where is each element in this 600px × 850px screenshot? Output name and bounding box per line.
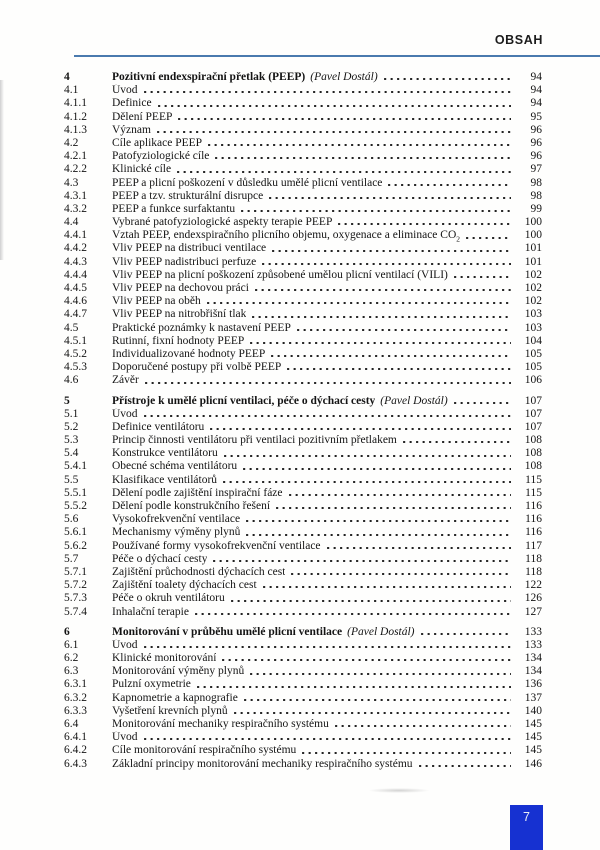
entry-dot-leader [466,237,511,239]
entry-dot-leader [335,725,511,727]
entry-title: PEEP a tzv. strukturální disrupce [112,189,264,202]
toc-entry [64,203,542,216]
entry-title: Obecné schéma ventilátoru [112,460,238,473]
entry-number: 4.1 [64,84,79,97]
entry-dot-leader [327,547,511,549]
entry-title: Cíle monitorování respiračního systému [112,744,297,757]
entry-number: 5.7.3 [64,592,87,605]
toc-section [64,626,542,771]
entry-title: Přístroje k umělé plicní ventilaci, péče o dýchací cesty [112,394,376,407]
entry-page: 106 [524,374,542,387]
toc-entry [64,269,542,282]
entry-number: 4.2.1 [64,150,87,163]
entry-dot-leader [250,342,511,344]
toc-entry [64,190,542,203]
entry-number: 4.3.1 [64,189,87,202]
entry-page: 98 [530,176,542,189]
toc-entry [64,678,542,691]
entry-dot-leader [197,686,511,688]
toc-entry [64,566,542,579]
entry-title: Používané formy vysokofrekvenční ventilace [112,539,321,552]
entry-dot-leader [384,78,511,80]
toc-section [64,395,542,619]
entry-page: 99 [530,202,542,215]
page-number-box [510,805,543,850]
entry-dot-leader [419,765,511,767]
entry-title: Význam [112,123,151,136]
entry-title: Definice [112,97,152,110]
scan-edge-artifact [0,80,4,260]
entry-author: (Pavel Dostál) [310,71,378,83]
entry-dot-leader [271,355,511,357]
entry-dot-leader [388,184,511,186]
toc-entry [64,97,542,110]
entry-page: 102 [524,295,542,308]
entry-number: 6.1 [64,638,79,651]
entry-number: 5.6 [64,513,79,526]
entry-page: 104 [524,334,542,347]
entry-page: 96 [530,123,542,136]
entry-title: Klinické cíle [112,163,172,176]
entry-title: Patofyziologické cíle [112,150,210,163]
entry-number: 5 [64,394,70,407]
toc-entry [64,395,542,408]
entry-number: 6.3.2 [64,691,87,704]
page-header-title: OBSAH [494,33,543,47]
entry-page: 122 [524,579,542,592]
entry-page: 96 [530,136,542,149]
entry-title: Kapnometrie a kapnografie [112,691,238,704]
entry-number: 5.6.1 [64,526,87,539]
toc-entry [64,434,542,447]
entry-dot-leader [272,250,511,252]
entry-dot-leader [276,507,511,509]
entry-title: Doporučené postupy při volbě PEEP [112,361,282,374]
toc-entry [64,500,542,513]
entry-number: 6 [64,625,70,638]
toc-entry [64,652,542,665]
entry-dot-leader [287,368,511,370]
entry-page: 117 [525,539,542,552]
entry-dot-leader [297,329,511,331]
entry-number: 4.3.2 [64,202,87,215]
toc [64,71,542,771]
entry-dot-leader [177,171,511,173]
toc-entry [64,137,542,150]
entry-title: Vyšetření krevních plynů [112,704,228,717]
entry-number: 4.1.3 [64,123,87,136]
entry-page: 101 [524,242,542,255]
entry-page: 96 [530,150,542,163]
entry-author: (Pavel Dostál) [380,394,448,407]
toc-entry [64,242,542,255]
entry-title: Úvod [112,731,138,744]
toc-entry [64,526,542,539]
entry-page: 108 [524,447,542,460]
entry-dot-leader [195,613,511,615]
entry-page: 140 [524,704,542,717]
entry-title: Péče o dýchací cesty [112,552,208,565]
entry-dot-leader [262,263,511,265]
toc-entry [64,348,542,361]
entry-page: 133 [524,638,542,651]
entry-number: 6.4.3 [64,757,87,770]
entry-number: 5.5.2 [64,500,87,512]
entry-title: Vliv PEEP nadistribuci perfuze [112,255,257,268]
entry-dot-leader [215,157,511,159]
entry-number: 4.2 [64,136,79,149]
entry-dot-leader [243,468,511,470]
entry-title: Princip činnosti ventilátoru při ventilaci pozitivním přetlakem [112,434,397,447]
page-number: 7 [523,810,530,824]
entry-dot-leader [231,600,511,602]
entry-page: 126 [524,592,542,605]
entry-title: Péče o okruh ventilátoru [112,592,225,605]
entry-title: Vztah PEEP, endexspiračního plicního objemu, oxygenace a eliminace $CO_2$ [112,229,461,243]
entry-page: 134 [524,652,542,665]
entry-number: 6.4.2 [64,744,87,757]
entry-page: 115 [525,486,542,499]
entry-title: Cíle aplikace PEEP [112,136,203,149]
entry-dot-leader [178,118,511,120]
entry-dot-leader [289,494,511,496]
entry-title: PEEP a plicní poškození v důsledku umělé plicní ventilace [112,176,383,189]
entry-page: 101 [524,255,542,268]
entry-number: 4.4.4 [64,268,87,281]
entry-title: Rutinní, fixní hodnoty PEEP [112,334,245,347]
entry-dot-leader [252,316,511,318]
toc-entry [64,626,542,639]
entry-page: 127 [524,605,542,618]
entry-title: Monitorování mechaniky respiračního systému [112,718,329,730]
entry-title: Praktické poznámky k nastavení PEEP [112,321,291,334]
entry-title: Pozitivní endexspirační přetlak (PEEP) [112,71,306,83]
entry-title: Vliv PEEP na distribuci ventilace [112,242,267,255]
toc-entry [64,540,542,553]
toc-entry [64,71,542,84]
entry-page: 116 [525,526,542,539]
entry-dot-leader [213,560,511,562]
entry-page: 97 [530,163,542,176]
toc-entry [64,84,542,97]
entry-page: 108 [524,434,542,447]
entry-title: Vliv PEEP na oběh [112,295,201,308]
entry-title: Dělení podle zajištění inspirační fáze [112,486,283,499]
toc-section [64,71,542,388]
entry-dot-leader [157,131,511,133]
entry-number: 5.1 [64,407,79,420]
entry-dot-leader [302,752,511,754]
toc-entry [64,163,542,176]
header-rule [74,55,600,57]
entry-page: 95 [530,110,542,123]
entry-dot-leader [250,673,511,675]
entry-page: 94 [530,71,542,83]
entry-dot-leader [241,210,511,212]
entry-page: 100 [524,229,542,242]
entry-page: 145 [524,744,542,757]
entry-page: 102 [524,268,542,281]
entry-number: 4.5.1 [64,334,87,347]
toc-entry [64,460,542,473]
entry-number: 4.5 [64,321,79,334]
entry-number: 4.1.2 [64,110,87,123]
entry-title: Konstrukce ventilátoru [112,447,218,460]
entry-dot-leader [144,646,511,648]
entry-number: 4.5.3 [64,361,87,374]
entry-dot-leader [338,223,511,225]
entry-page: 105 [524,361,542,374]
entry-dot-leader [144,738,511,740]
entry-number: 4.6 [64,374,79,387]
entry-page: 94 [530,84,542,97]
entry-dot-leader [255,289,511,291]
entry-page: 145 [524,718,542,730]
entry-number: 4.4.3 [64,255,87,268]
toc-entry [64,361,542,374]
entry-title: Monitorování výměny plynů [112,665,245,678]
toc-entry [64,692,542,705]
toc-entry [64,744,542,757]
toc-entry [64,124,542,137]
entry-title: Úvod [112,407,138,420]
toc-entry [64,150,542,163]
entry-dot-leader [421,633,511,635]
toc-entry [64,758,542,771]
entry-title: Dělení podle konstrukčního řešení [112,500,271,512]
entry-dot-leader [269,197,511,199]
entry-page: 118 [525,565,542,578]
toc-entry [64,322,542,335]
toc-entry [64,513,542,526]
toc-entry [64,408,542,421]
entry-page: 102 [524,282,542,294]
entry-number: 5.7.2 [64,579,87,592]
entry-dot-leader [224,455,511,457]
entry-page: 115 [525,473,542,486]
entry-page: 108 [524,460,542,473]
entry-number: 5.2 [64,420,79,433]
entry-page: 103 [524,308,542,321]
entry-dot-leader [207,302,511,304]
entry-number: 5.5 [64,473,79,486]
toc-entry [64,282,542,295]
entry-page: 118 [525,552,542,565]
entry-page: 94 [530,97,542,110]
entry-page: 146 [524,757,542,770]
entry-page: 133 [524,625,542,638]
toc-entry [64,639,542,652]
entry-dot-leader [263,586,511,588]
entry-dot-leader [222,659,511,661]
entry-dot-leader [454,276,511,278]
entry-page: 107 [524,407,542,420]
entry-page: 137 [524,691,542,704]
toc-entry [64,421,542,434]
entry-dot-leader [144,415,511,417]
entry-number: 5.4 [64,447,79,460]
entry-title: Klasifikace ventilátorů [112,473,218,486]
toc-entry [64,665,542,678]
entry-page: 116 [525,500,542,512]
entry-dot-leader [291,573,511,575]
entry-number: 4.1.1 [64,97,87,110]
entry-dot-leader [145,382,511,384]
entry-page: 105 [524,347,542,360]
entry-number: 6.3.3 [64,704,87,717]
entry-dot-leader [208,144,511,146]
entry-number: 4.4.5 [64,282,87,294]
entry-title: Úvod [112,638,138,651]
entry-title: Definice ventilátoru [112,420,205,433]
entry-number: 6.3.1 [64,678,87,691]
toc-entry [64,606,542,619]
entry-dot-leader [223,481,511,483]
entry-title: Zajištění průchodnosti dýchacích cest [112,565,286,578]
toc-entry [64,177,542,190]
toc-entry [64,474,542,487]
toc-entry [64,308,542,321]
entry-title: Pulzní oxymetrie [112,678,191,691]
entry-title: Vliv PEEP na dechovou práci [112,282,249,294]
entry-page: 100 [524,216,542,229]
entry-dot-leader [454,402,511,404]
entry-number: 4.3 [64,176,79,189]
entry-title: Vysokofrekvenční ventilace [112,513,241,526]
entry-number: 4.4.1 [64,229,87,242]
entry-page: 116 [525,513,542,526]
entry-number: 4.4.7 [64,308,87,321]
entry-dot-leader [234,712,511,714]
toc-entry [64,447,542,460]
toc-entry [64,374,542,387]
entry-title: Základní principy monitorování mechaniky respiračního systému [112,757,413,770]
entry-dot-leader [210,428,511,430]
toc-entry [64,579,542,592]
entry-page: 145 [524,731,542,744]
toc-entry [64,705,542,718]
entry-page: 107 [524,394,542,407]
entry-number: 4.4.2 [64,242,87,255]
toc-entry [64,216,542,229]
entry-title: Monitorování v průběhu umělé plicní ventilace [112,625,343,638]
entry-number: 4.5.2 [64,347,87,360]
scan-smudge-artifact [368,788,430,793]
entry-number: 5.6.2 [64,539,87,552]
entry-title: Klinické monitorování [112,652,217,665]
entry-title: PEEP a funkce surfaktantu [112,202,236,215]
entry-title: Vybrané patofyziologické aspekty terapie PEEP [112,216,333,229]
toc-entry [64,295,542,308]
toc-entry [64,731,542,744]
entry-dot-leader [403,441,511,443]
entry-number: 4.2.2 [64,163,87,176]
entry-number: 6.3 [64,665,79,678]
entry-number: 4 [64,71,70,83]
entry-title: Vliv PEEP na nitrobřišní tlak [112,308,247,321]
entry-page: 107 [524,420,542,433]
toc-entry [64,553,542,566]
entry-number: 5.3 [64,434,79,447]
entry-number: 6.4 [64,718,79,730]
entry-title: Individualizované hodnoty PEEP [112,347,266,360]
toc-entry [64,229,542,242]
toc-entry [64,487,542,500]
entry-number: 4.4.6 [64,295,87,308]
entry-number: 5.7.1 [64,565,87,578]
entry-author: (Pavel Dostál) [347,625,415,638]
entry-number: 5.7 [64,552,79,565]
entry-title: Dělení PEEP [112,110,173,123]
entry-number: 6.4.1 [64,731,87,744]
entry-dot-leader [144,91,511,93]
entry-page: 134 [524,665,542,678]
entry-dot-leader [158,105,511,107]
entry-number: 4.4 [64,216,79,229]
entry-title: Zajištění toalety dýchacích cest [112,579,257,592]
toc-entry [64,335,542,348]
entry-number: 6.2 [64,652,79,665]
entry-dot-leader [246,520,511,522]
entry-number: 5.5.1 [64,486,87,499]
entry-title: Inhalační terapie [112,605,189,618]
toc-entry [64,111,542,124]
entry-title: Mechanismy výměny plynů [112,526,241,539]
entry-title: Závěr [112,374,139,387]
entry-number: 5.7.4 [64,605,87,618]
entry-page: 103 [524,321,542,334]
toc-entry [64,718,542,731]
toc-entry [64,256,542,269]
toc-entry [64,592,542,605]
entry-number: 5.4.1 [64,460,87,473]
entry-title: Úvod [112,84,138,97]
entry-dot-leader [244,699,511,701]
entry-title: Vliv PEEP na plicní poškození způsobené umělou plicní ventilací (VILI) [112,268,448,281]
entry-page: 98 [530,189,542,202]
entry-dot-leader [246,534,511,536]
entry-page: 136 [524,678,542,691]
